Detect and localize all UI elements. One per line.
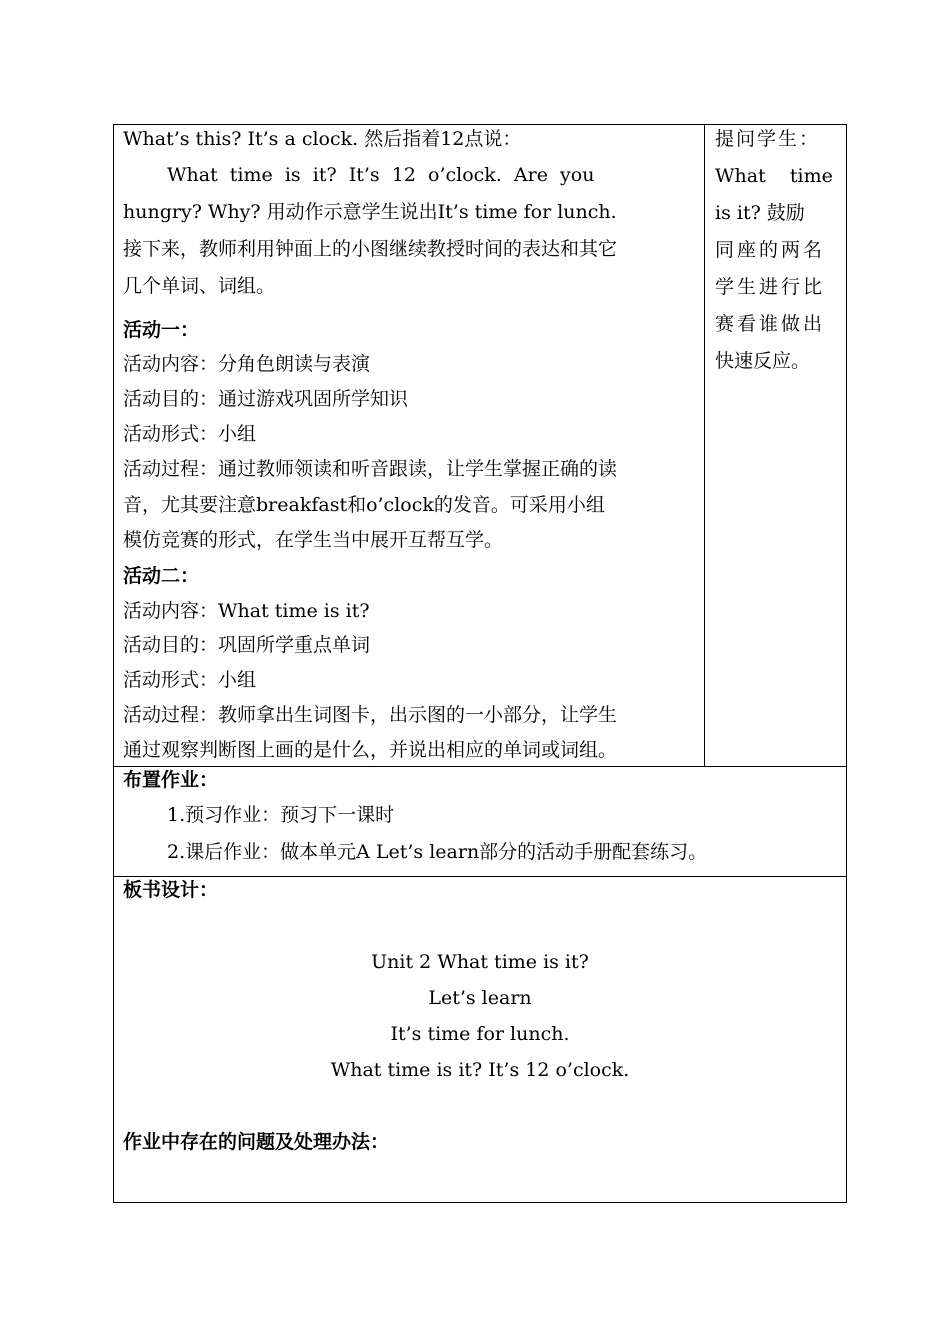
column-divider	[704, 124, 705, 766]
activity2-process-1: 活动过程：教师拿出生词图卡，出示图的一小部分，让学生	[123, 704, 618, 726]
activity2-form: 活动形式：小组	[123, 669, 257, 691]
side-line-4: 同座的两名	[715, 239, 826, 261]
row-divider-board	[113, 876, 847, 877]
board-line-2: Let’s learn	[428, 987, 532, 1009]
activity1-process-1: 活动过程：通过教师领读和听音跟读，让学生掌握正确的读	[123, 458, 618, 480]
intro-line-1: What’s this? It’s a clock. 然后指着12点说：	[123, 128, 522, 150]
activity1-form: 活动形式：小组	[123, 423, 257, 445]
table-border-right	[846, 124, 847, 1203]
problems-heading: 作业中存在的问题及处理办法：	[123, 1131, 390, 1153]
activity1-purpose: 活动目的：通过游戏巩固所学知识	[123, 388, 409, 410]
activity1-heading: 活动一：	[123, 319, 200, 341]
board-line-4: What time is it? It’s 12 o’clock.	[330, 1059, 630, 1081]
side-line-2: What time	[715, 165, 833, 187]
table-border-bottom	[113, 1202, 847, 1203]
intro-line-2: What time is it? It’s 12 o’clock. Are you	[167, 164, 595, 186]
board-line-3: It’s time for lunch.	[390, 1023, 570, 1045]
activity2-heading: 活动二：	[123, 565, 200, 587]
intro-line-4: 接下来，教师利用钟面上的小图继续教授时间的表达和其它	[123, 238, 618, 260]
side-line-3: is it? 鼓励	[715, 202, 805, 224]
activity1-process-3: 模仿竞赛的形式，在学生当中展开互帮互学。	[123, 529, 504, 551]
board-line-1: Unit 2 What time is it?	[371, 951, 589, 973]
homework-heading: 布置作业：	[123, 769, 219, 791]
side-line-5: 学生进行比	[715, 276, 826, 298]
activity2-purpose: 活动目的：巩固所学重点单词	[123, 634, 371, 656]
intro-line-5: 几个单词、词组。	[123, 275, 276, 297]
intro-line-3: hungry? Why? 用动作示意学生说出It’s time for lunch.	[123, 201, 617, 223]
activity2-process-2: 通过观察判断图上画的是什么，并说出相应的单词或词组。	[123, 739, 618, 761]
side-line-7: 快速反应。	[715, 350, 811, 372]
side-line-1: 提问学生：	[715, 128, 821, 150]
table-border-top	[113, 124, 847, 125]
homework-item-2: 2.课后作业：做本单元A Let’s learn部分的活动手册配套练习。	[167, 841, 708, 863]
activity1-content: 活动内容：分角色朗读与表演	[123, 353, 371, 375]
homework-item-1: 1.预习作业：预习下一课时	[167, 804, 395, 826]
board-heading: 板书设计：	[123, 879, 219, 901]
table-border-left	[113, 124, 114, 1203]
row-divider-homework	[113, 766, 847, 767]
side-line-6: 赛看谁做出	[715, 313, 826, 335]
activity2-content: 活动内容：What time is it?	[123, 600, 370, 622]
activity1-process-2: 音，尤其要注意breakfast和o’clock的发音。可采用小组	[123, 494, 605, 516]
